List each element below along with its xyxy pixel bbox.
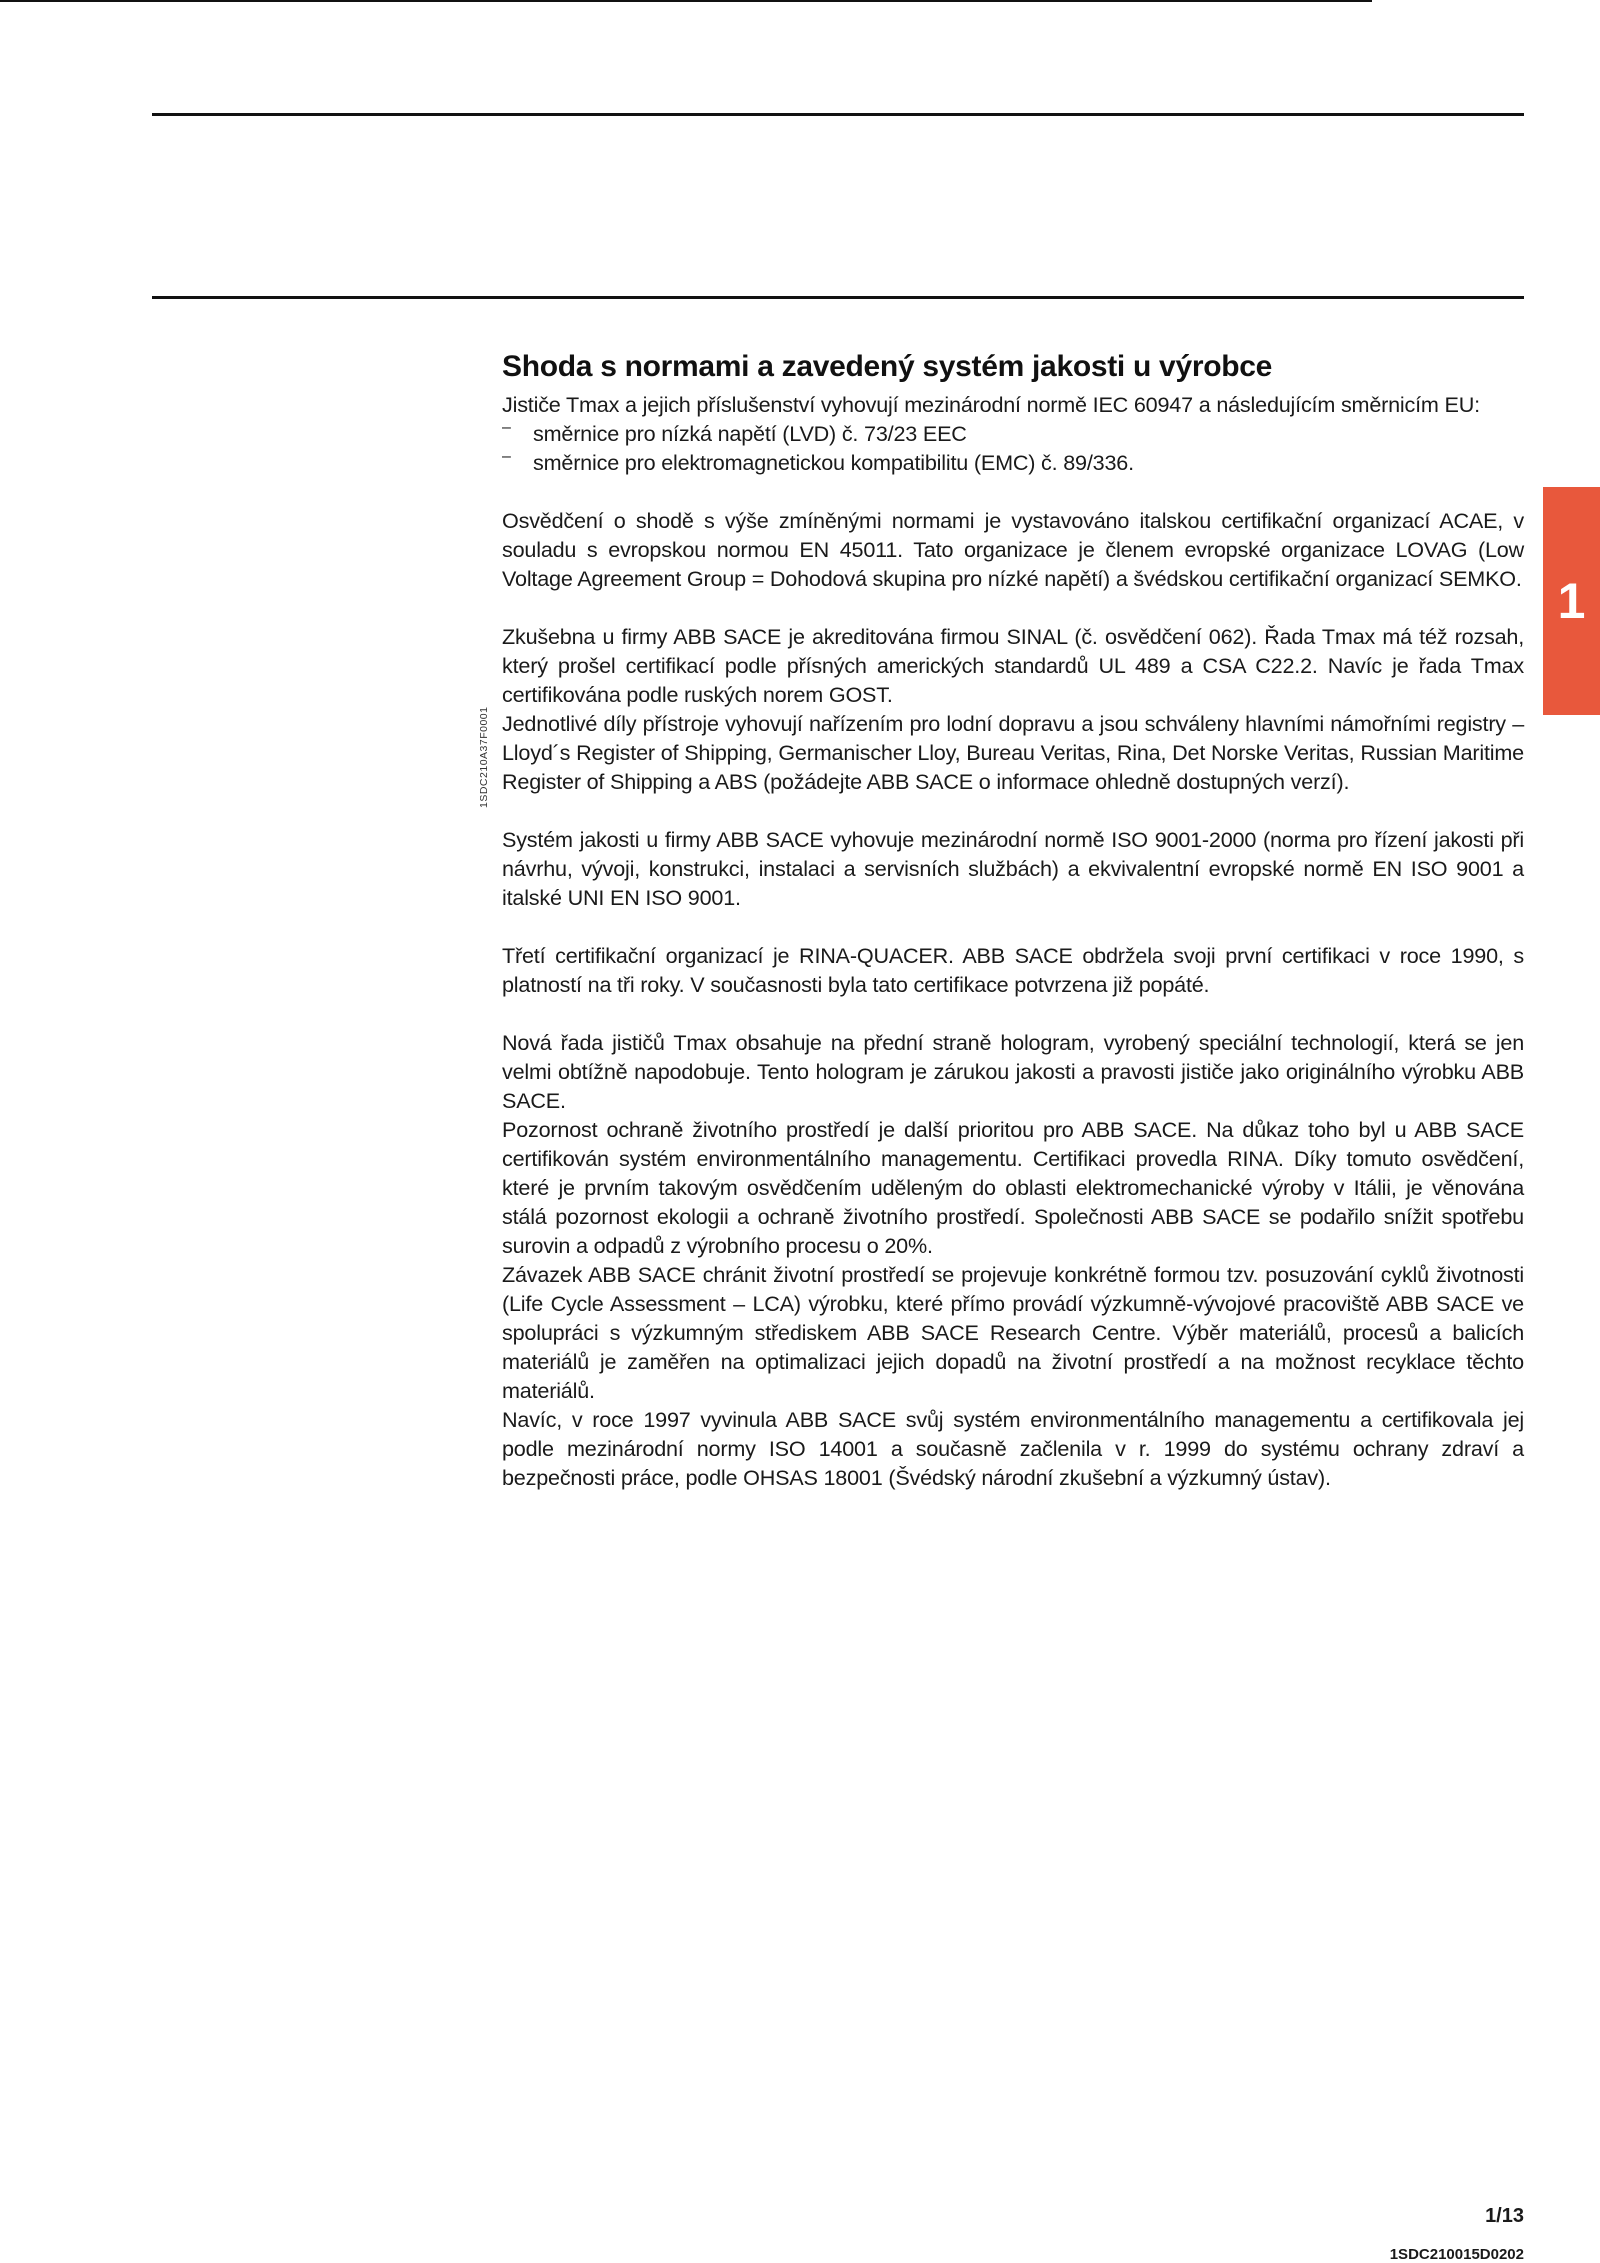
paragraph-certification: Osvědčení o shodě s výše zmíněnými normami je vystavováno italskou certifikační organizací ACAE, v souladu s evropskou normou EN 45011. Tato organizace je členem evropské organizace LOVAG (Low Voltage Agreement Group = Dohodová skupina pro nízké napětí) a švédskou certifikační organizací SEMKO.	[502, 508, 1524, 591]
list-item	[502, 448, 1524, 477]
main-content	[502, 350, 1524, 1492]
side-code: 1SDC210A37F0001	[478, 706, 490, 808]
page-number: 1/13	[1485, 2205, 1524, 2227]
section-tab	[1543, 487, 1600, 715]
list-bullet: –	[502, 419, 511, 436]
document-code: 1SDC210015D0202	[1389, 2246, 1524, 2263]
header-rule-bottom	[152, 296, 1524, 299]
paragraph-rina-quacer: Třetí certifikační organizací je RINA-QUACER. ABB SACE obdržela svoji první certifikaci v roce 1990, s platností na tři roky. V současnosti byla tato certifikace potvrzena již popáté.	[502, 943, 1524, 997]
list-item-text: směrnice pro nízká napětí (LVD) č. 73/23 EEC	[533, 421, 967, 446]
paragraph-environment: Pozornost ochraně životního prostředí je další prioritou pro ABB SACE. Na důkaz toho byl u ABB SACE certifikován systém environmentálního managementu. Certifikaci provedla RINA. Díky tomuto osvědčení, které je prvním takovým osvědčením uděleným do oblasti elektromechanické výroby v Itálii, je věnována stálá pozornost ekologii a ochraně životního prostředí. Společnosti ABB SACE se podařilo snížit spotřebu surovin a odpadů z výrobního procesu o 20%.	[502, 1117, 1524, 1258]
paragraph-hologram: Nová řada jističů Tmax obsahuje na přední straně hologram, vyrobený speciální technologií, která se jen velmi obtížně napodobuje. Tento hologram je zárukou jakosti a pravosti jističe jako originálního výrobku ABB SACE.	[502, 1030, 1524, 1113]
list-bullet: –	[502, 448, 511, 465]
list-item-text: směrnice pro elektromagnetickou kompatibilitu (EMC) č. 89/336.	[533, 450, 1134, 475]
paragraph-lca: Závazek ABB SACE chránit životní prostředí se projevuje konkrétně formou tzv. posuzování cyklů životnosti (Life Cycle Assessment – LCA) výrobku, které přímo provádí výzkumně-vývojové pracoviště ABB SACE ve spolupráci s výzkumným střediskem ABB SACE Research Centre. Výběr materiálů, procesů a balicích materiálů je zaměřen na optimalizaci jejich dopadů na životní prostředí a na možnost recyklace těchto materiálů.	[502, 1262, 1524, 1403]
footer-rule	[0, 0, 1372, 2]
page-title: Shoda s normami a zavedený systém jakosti u výrobce	[502, 350, 1273, 383]
section-number: 1	[1557, 573, 1586, 629]
paragraph-testing-lab: Zkušebna u firmy ABB SACE je akreditována firmou SINAL (č. osvědčení 062). Řada Tmax má též rozsah, který prošel certifikací podle přísných amerických standardů UL 489 a CSA C22.2. Navíc je řada Tmax certifikována podle ruských norem GOST.	[502, 624, 1524, 707]
header-rule-top	[152, 113, 1524, 116]
paragraph-iso14001: Navíc, v roce 1997 vyvinula ABB SACE svůj systém environmentálního managementu a certifikovala jej podle mezinárodní normy ISO 14001 a současně začlenila v r. 1999 do systému ochrany zdraví a bezpečnosti práce, podle OHSAS 18001 (Švédský národní zkušební a výzkumný ústav).	[502, 1407, 1524, 1490]
paragraph-marine-registers: Jednotlivé díly přístroje vyhovují nařízením pro lodní dopravu a jsou schváleny hlavními námořními registry – Lloyd´s Register of Shipping, Germanischer Lloy, Bureau Veritas, Rina, Det Norske Veritas, Russian Maritime Register of Shipping a ABS (požádejte ABB SACE o informace ohledně dostupných verzí).	[502, 711, 1524, 794]
paragraph-quality-system: Systém jakosti u firmy ABB SACE vyhovuje mezinárodní normě ISO 9001-2000 (norma pro řízení jakosti při návrhu, vývoji, konstrukci, instalaci a servisních službách) a ekvivalentní evropské normě EN ISO 9001 a italské UNI EN ISO 9001.	[502, 827, 1524, 910]
intro-paragraph: Jističe Tmax a jejich příslušenství vyhovují mezinárodní normě IEC 60947 a následujícím směrnicím EU:	[502, 392, 1480, 417]
list-item	[502, 419, 1524, 448]
